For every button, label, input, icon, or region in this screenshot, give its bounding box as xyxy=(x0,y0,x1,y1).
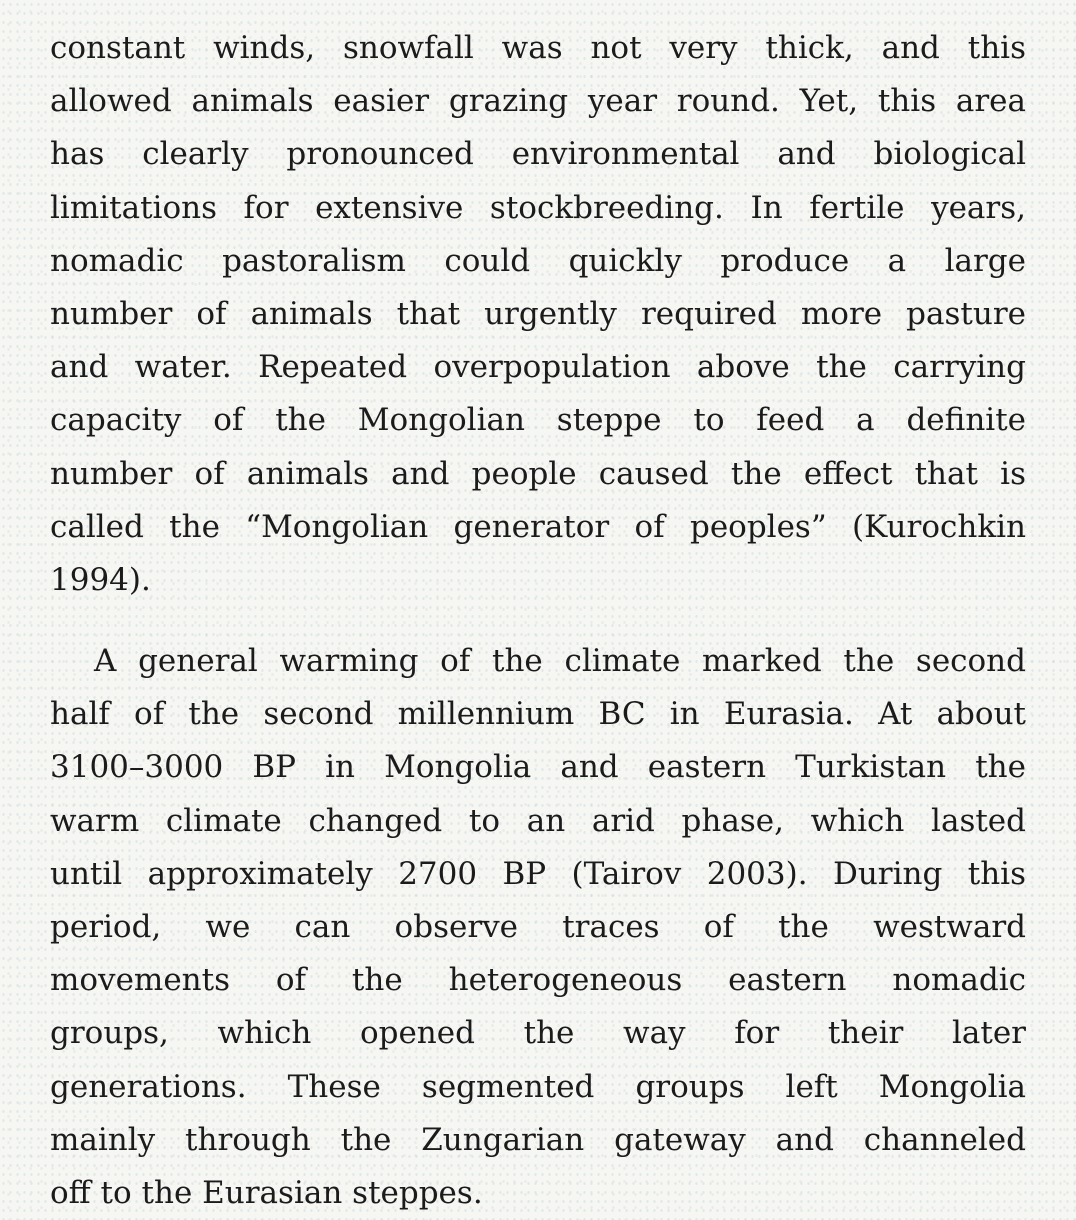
text-line: until approximately 2700 BP (Tairov 2003). During this xyxy=(50,855,1026,892)
text-line: number of animals and people caused the effect that is xyxy=(50,455,1026,492)
text-line: capacity of the Mongolian steppe to feed a definite xyxy=(50,402,1026,439)
text-line: warm climate changed to an arid phase, which lasted xyxy=(50,802,1026,839)
text-line: constant winds, snowfall was not very thick, and this xyxy=(50,30,1026,66)
text-line: number of animals that urgently required more pasture xyxy=(50,295,1026,332)
text-line: period, we can observe traces of the westward xyxy=(50,909,1026,945)
text-line: nomadic pastoralism could quickly produce a large xyxy=(50,242,1026,279)
text-line: and water. Repeated overpopulation above the carrying xyxy=(50,349,1026,386)
text-line: A general warming of the climate marked the second xyxy=(94,643,1026,680)
text-line: allowed animals easier grazing year round. Yet, this area xyxy=(50,83,1026,120)
text-line: called the “Mongolian generator of peoples” (Kurochkin xyxy=(50,508,1026,545)
text-line: 3100–3000 BP in Mongolia and eastern Turkistan the xyxy=(50,749,1026,786)
text-line: off to the Eurasian steppes. xyxy=(50,1174,483,1211)
text-line: movements of the heterogeneous eastern nomadic xyxy=(50,962,1026,999)
paragraph-2 xyxy=(50,635,1026,1220)
text-line: groups, which opened the way for their later xyxy=(50,1015,1026,1052)
text-line: limitations for extensive stockbreeding. In fertile years, xyxy=(50,189,1026,226)
text-line: 1994). xyxy=(50,561,151,598)
text-line: mainly through the Zungarian gateway and channeled xyxy=(50,1121,1026,1158)
paragraph-1 xyxy=(50,22,1026,607)
text-line: has clearly pronounced environmental and biological xyxy=(50,136,1026,173)
paragraph-gap xyxy=(50,607,1026,635)
text-line: half of the second millennium BC in Eurasia. At about xyxy=(50,696,1026,733)
text-line: generations. These segmented groups left Mongolia xyxy=(50,1068,1026,1105)
